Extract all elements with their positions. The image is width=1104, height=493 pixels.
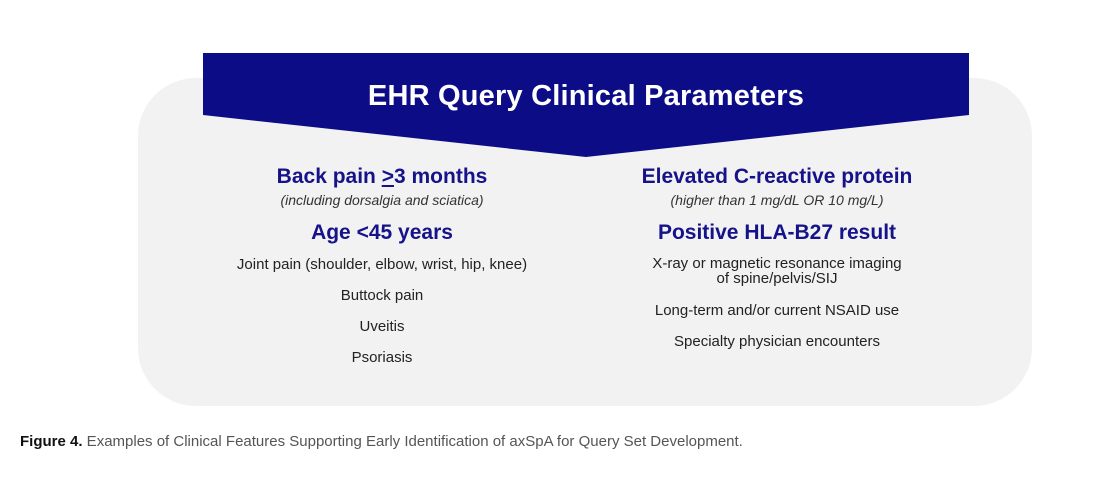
right-column xyxy=(557,164,997,364)
caption-text: Examples of Clinical Features Supporting Early Identification of axSpA for Query Set Development. xyxy=(82,433,743,450)
imaging-line-1: X-ray or magnetic resonance imaging xyxy=(652,255,902,272)
figure-caption xyxy=(20,433,743,450)
list-item-psoriasis: Psoriasis xyxy=(351,349,413,366)
left-column xyxy=(162,164,602,380)
ge-symbol: > xyxy=(381,165,394,188)
list-item-nsaid: Long-term and/or current NSAID use xyxy=(654,302,900,319)
right-item-list xyxy=(557,256,997,351)
crp-heading: Elevated C-reactive protein xyxy=(641,165,913,188)
list-item-buttock-pain: Buttock pain xyxy=(340,287,424,304)
back-pain-note: (including dorsalgia and sciatica) xyxy=(280,192,484,208)
hla-heading: Positive HLA-B27 result xyxy=(657,221,897,244)
left-item-list xyxy=(162,256,602,367)
list-item-uveitis: Uveitis xyxy=(359,318,405,335)
list-item-joint-pain: Joint pain (shoulder, elbow, wrist, hip, knee) xyxy=(236,256,528,273)
back-pain-prefix: Back pain xyxy=(276,165,382,188)
back-pain-suffix: 3 months xyxy=(393,165,488,188)
imaging-line-2: of spine/pelvis/SIJ xyxy=(716,270,838,287)
title-banner xyxy=(203,53,969,157)
banner-title: EHR Query Clinical Parameters xyxy=(367,80,805,112)
crp-note: (higher than 1 mg/dL OR 10 mg/L) xyxy=(670,192,884,208)
list-item-specialty: Specialty physician encounters xyxy=(674,333,880,350)
list-item-imaging xyxy=(557,256,997,286)
age-heading: Age <45 years xyxy=(311,221,453,244)
back-pain-heading xyxy=(162,164,602,190)
caption-label: Figure 4. xyxy=(20,433,83,450)
